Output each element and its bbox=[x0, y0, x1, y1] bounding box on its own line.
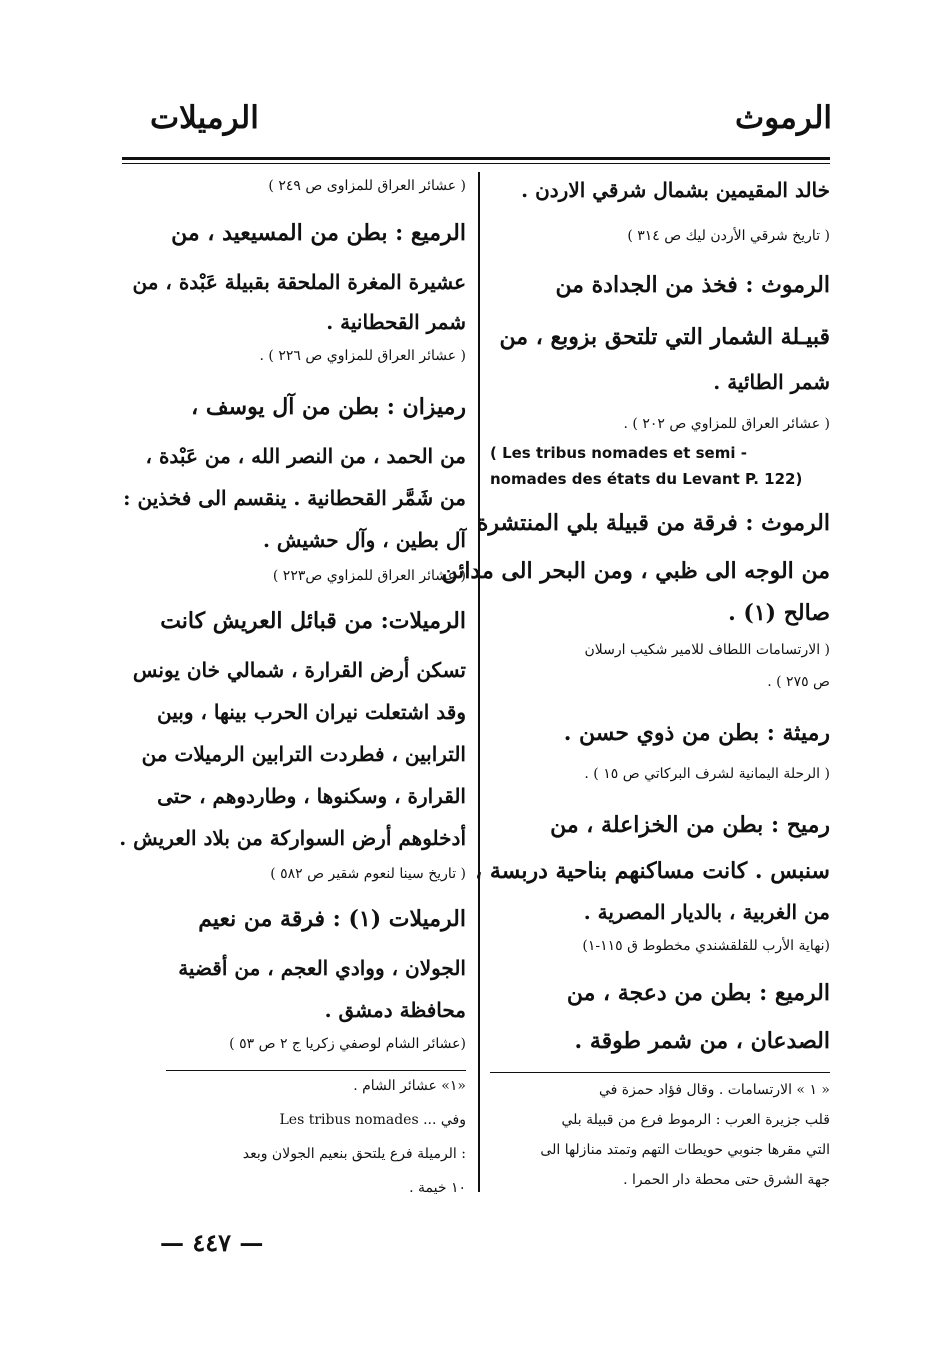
footnote-line: : الرميلة فرع يلتحق بنعيم الجولان وبعد bbox=[242, 1146, 466, 1162]
entry-line: رميزان : بطن من آل يوسف ، bbox=[191, 394, 466, 420]
entry-line: الرموث : فرقة من قبيلة بلي المنتشرة bbox=[476, 510, 830, 536]
entry-line: من الوجه الى ظبي ، ومن البحر الى مدائن bbox=[441, 558, 830, 584]
citation-latin: ( Les tribus nomades et semi - bbox=[490, 444, 747, 462]
entry-line: القرارة ، وسكنوها ، وطاردوهم ، حتى bbox=[157, 784, 466, 808]
entry-line: صالح (١) . bbox=[728, 600, 830, 626]
footnote-line: جهة الشرق حتى محطة دار الحمرا . bbox=[623, 1172, 830, 1188]
citation: ( الارتسامات اللطاف للامير شكيب ارسلان bbox=[584, 642, 830, 658]
entry-line: رميثة : بطن من ذوي حسن . bbox=[563, 720, 830, 746]
footnote-line: ١٠ خيمة . bbox=[409, 1180, 466, 1196]
footnote-line: قلب جزيرة العرب : الرموط فرع من قبيلة بلي bbox=[561, 1112, 830, 1128]
citation: (نهاية الأرب للقلقشندي مخطوط ق ١١٥-١) bbox=[582, 938, 830, 954]
header-rule-thin bbox=[122, 163, 830, 164]
citation: ( عشائر العراق للمزاوي ص ٢٠٢ ) . bbox=[623, 416, 830, 432]
footnote-line: «١» عشائر الشام . bbox=[353, 1078, 466, 1094]
entry-line: من الحمد ، من النصر الله ، من عَبْدة ، bbox=[145, 444, 466, 468]
entry-line: محافظة دمشق . bbox=[324, 998, 466, 1022]
entry-line: الرميلات: من قبائل العريش كانت bbox=[160, 608, 466, 634]
footnote-rule bbox=[166, 1070, 466, 1071]
entry-line: تسكن أرض القرارة ، شمالي خان يونس bbox=[132, 658, 466, 682]
entry-line: الترابين ، فطردت الترابين الرميلات من bbox=[141, 742, 466, 766]
entry-line: وقد اشتعلت نيران الحرب بينها ، وبين bbox=[157, 700, 466, 724]
citation-latin: nomades des états du Levant P. 122) bbox=[490, 470, 803, 488]
page-number: — ٤٤٧ — bbox=[160, 1228, 264, 1257]
footnote-rule bbox=[490, 1072, 830, 1073]
column-divider bbox=[478, 172, 480, 1192]
entry-line: الجولان ، ووادي العجم ، من أقضية bbox=[178, 956, 466, 980]
entry-line: آل بطين ، وآل حشيش . bbox=[262, 528, 466, 552]
citation: (عشائر الشام لوصفي زكريا ج ٢ ص ٥٣ ) bbox=[229, 1036, 466, 1052]
entry-line: من شَمَّر القحطانية . ينقسم الى فخذين : bbox=[123, 486, 466, 510]
entry-line: أدخلوهم أرض السواركة من بلاد العريش . bbox=[119, 826, 466, 850]
footnote-line: التي مقرها جنوبي حويطات التهم وتمتد منازلها الى bbox=[540, 1142, 830, 1158]
footnote-line: وفي ... Les tribus nomades bbox=[279, 1112, 466, 1128]
entry-line: شمر الطائية . bbox=[713, 370, 830, 394]
running-header-left: الرميلات bbox=[150, 100, 259, 136]
text-line: خالد المقيمين بشمال شرقي الاردن . bbox=[521, 178, 830, 202]
citation: ( تاريخ شرقي الأردن ليك ص ٣١٤ ) bbox=[627, 228, 830, 244]
citation: ( تاريخ سينا لنعوم شقير ص ٥٨٢ ) bbox=[270, 866, 466, 882]
entry-line: الرميع : بطن من دعجة ، من bbox=[566, 980, 830, 1006]
entry-line: سنبس . كانت مساكنهم بناحية دربسة ، bbox=[475, 858, 830, 884]
entry-line: الصدعان ، من شمر طوقة . bbox=[574, 1028, 830, 1054]
entry-line: الرميلات (١) : فرقة من نعيم bbox=[198, 906, 466, 932]
citation: ( عشائر العراق للمزاوي ص ٢٢٦ ) . bbox=[259, 348, 466, 364]
citation: ( الرحلة اليمانية لشرف البركاتي ص ١٥ ) . bbox=[584, 766, 830, 782]
entry-line: عشيرة المغرة الملحقة بقبيلة عَبْدة ، من bbox=[132, 270, 466, 294]
footnote-line: « ١ » الارتسامات . وقال فؤاد حمزة في bbox=[598, 1082, 830, 1098]
citation: ( عشائر العراق للمزاوى ص ٢٤٩ ) bbox=[268, 178, 466, 194]
running-header-right: الرموث bbox=[735, 100, 832, 136]
citation: ( عشائر العراق للمزاوي ص٢٢٣ ) bbox=[272, 568, 466, 584]
entry-line: من الغربية ، بالديار المصرية . bbox=[583, 900, 830, 924]
entry-line: الرموث : فخذ من الجدادة من bbox=[555, 272, 830, 298]
header-rule bbox=[122, 157, 830, 160]
entry-line: رميح : بطن من الخزاعلة ، من bbox=[550, 812, 830, 838]
citation: ص ٢٧٥ ) . bbox=[767, 674, 830, 690]
entry-line: شمر القحطانية . bbox=[326, 310, 466, 334]
entry-line: الرميع : بطن من المسيعيد ، من bbox=[171, 220, 466, 246]
entry-line: قبيـلة الشمار التي تلتحق بزوبع ، من bbox=[499, 324, 830, 350]
